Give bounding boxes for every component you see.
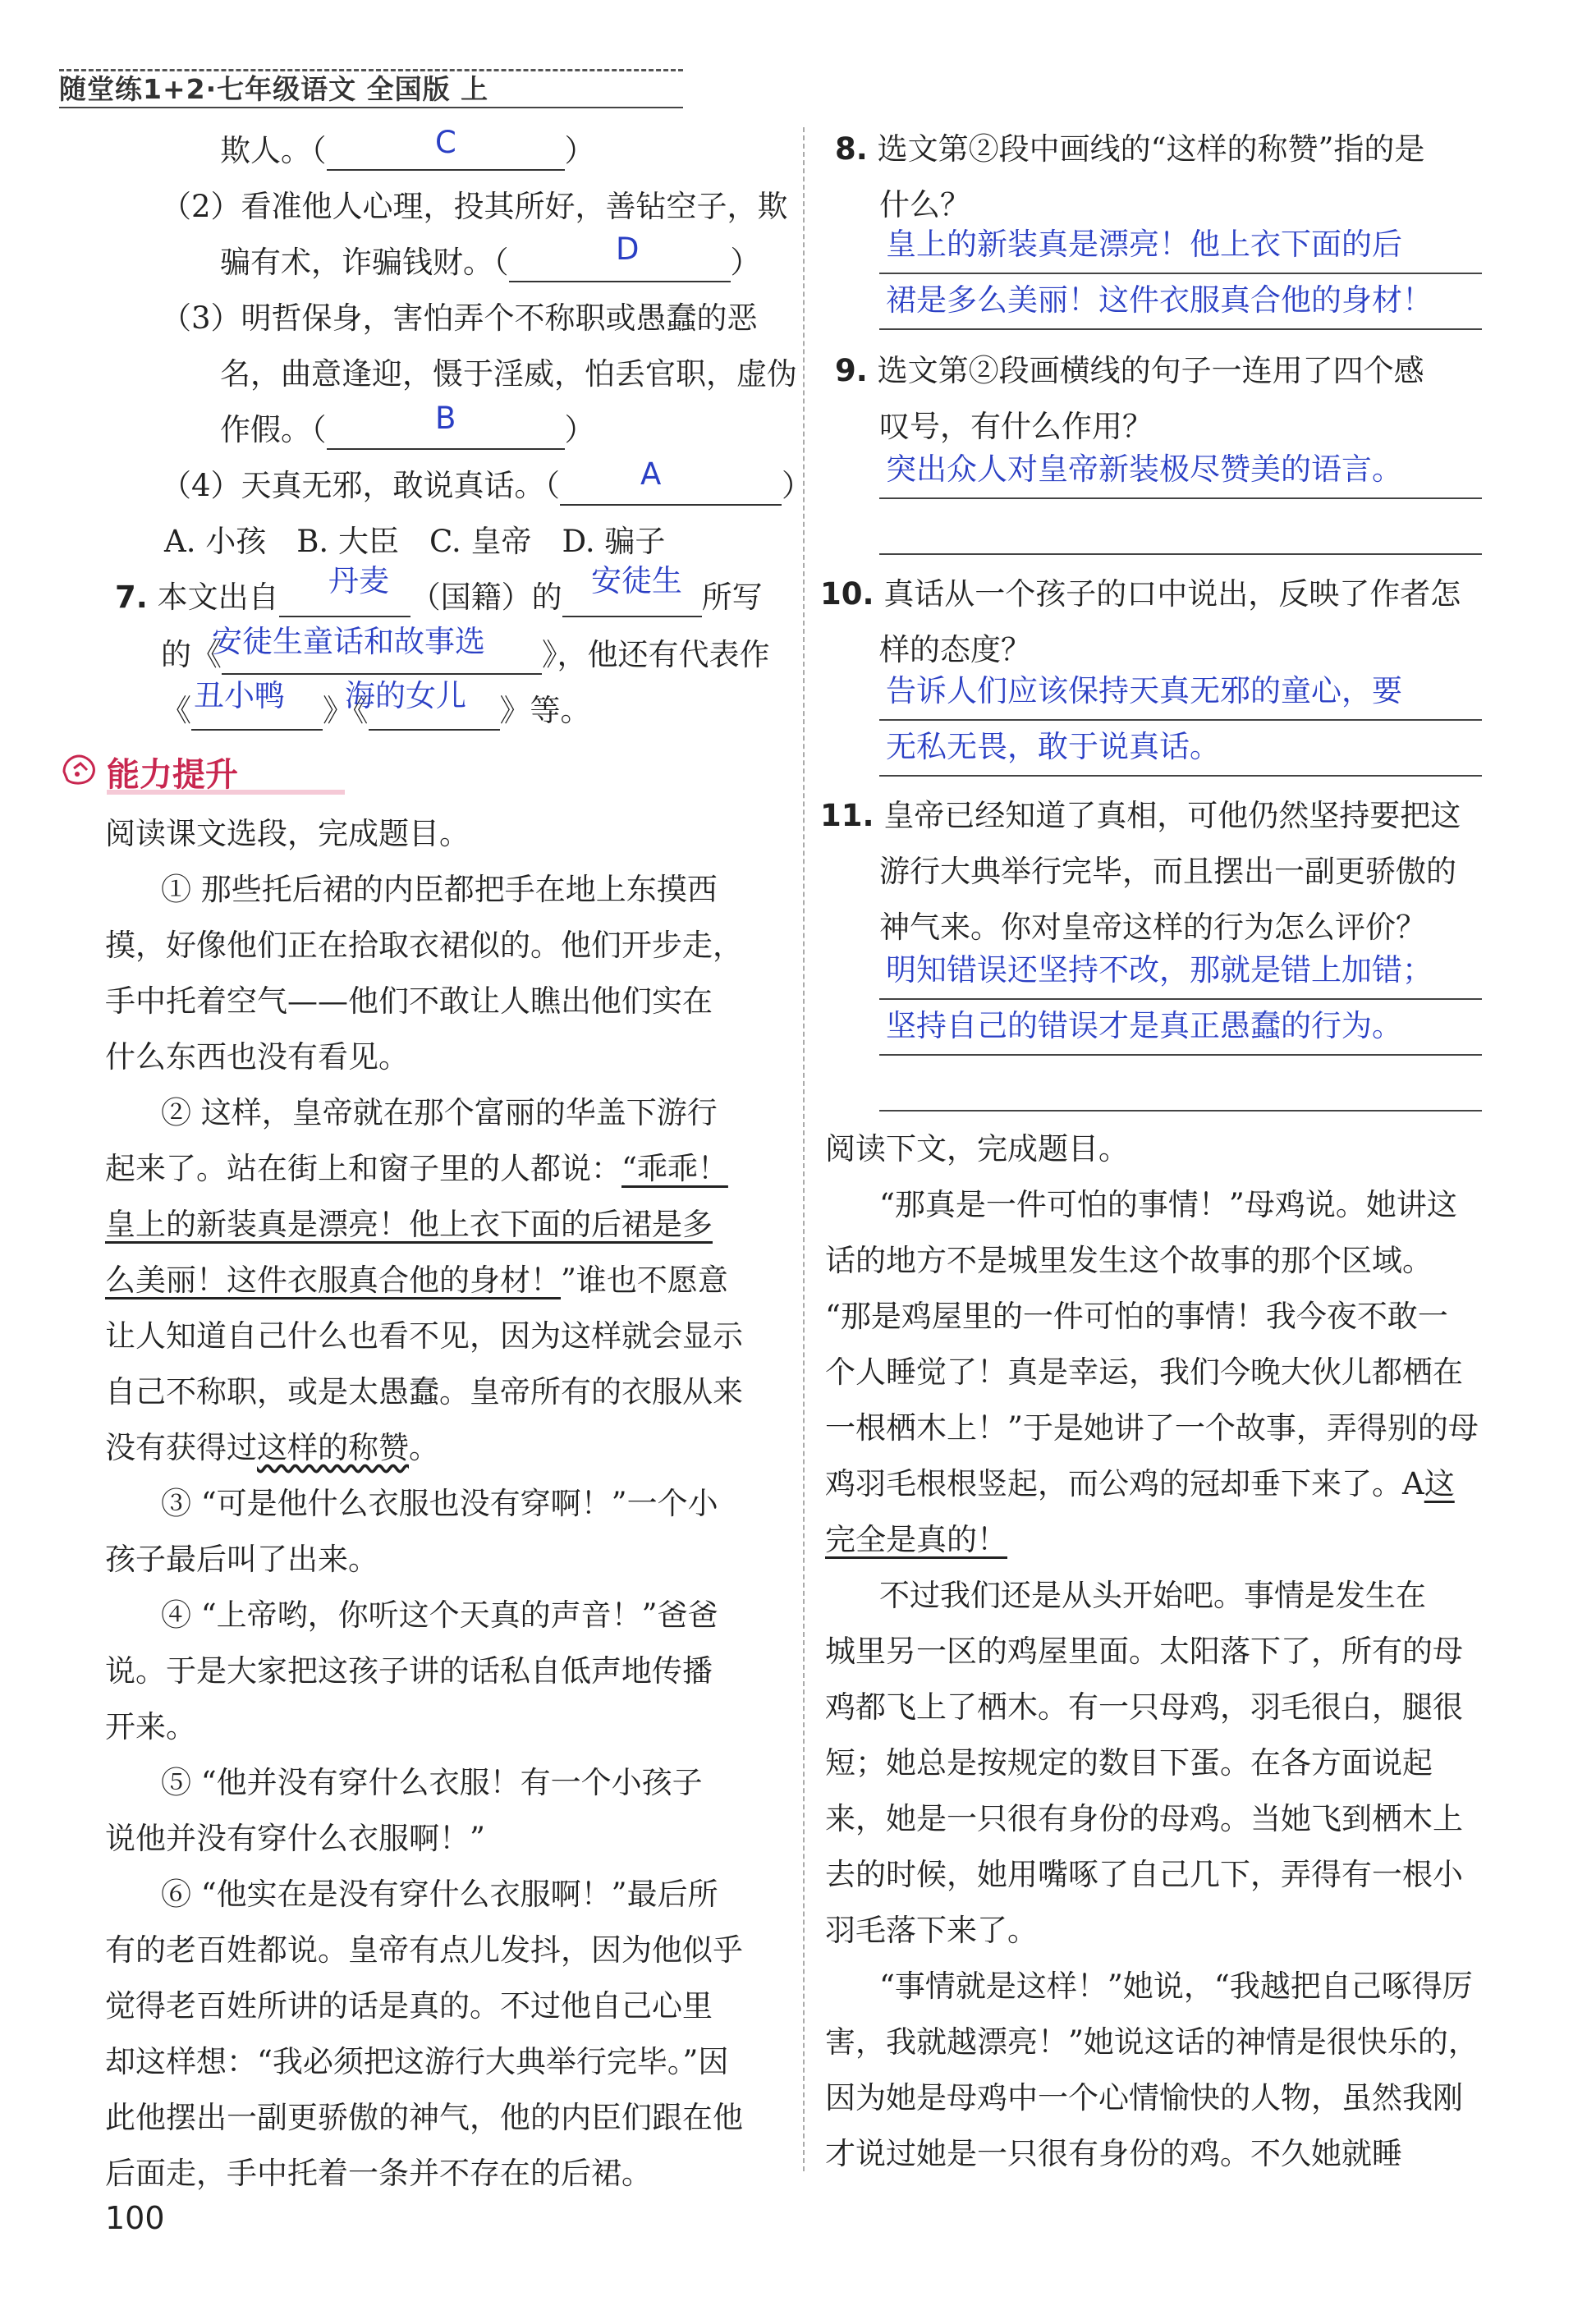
section-icon: [59, 747, 102, 790]
q7-line3: 《 》《 》等。: [161, 691, 591, 731]
q11-line3: 神气来。你对皇帝这样的行为怎么评价？: [879, 910, 1426, 945]
passage-line: 鸡都飞上了栖木。有一只母鸡，羽毛很白，腿很: [825, 1689, 1463, 1725]
q8-line2: 什么？: [879, 187, 970, 222]
passage-line: 鸡羽毛根根竖起，而公鸡的冠却垂下来了。A这: [825, 1466, 1455, 1501]
answer-rule: [879, 1054, 1482, 1056]
q11-answer-line2: 坚持自己的错误才是真正愚蠢的行为。: [886, 1008, 1402, 1043]
q9-answer-line1: 突出众人对皇帝新装极尽赞美的语言。: [886, 451, 1402, 487]
passage-line: 因为她是母鸡中一个心情愉快的人物，虽然我刚: [825, 2080, 1463, 2115]
passage-line: ⑥ “他实在是没有穿什么衣服啊！”最后所: [161, 1877, 718, 1912]
q10-answer-line1: 告诉人们应该保持天真无邪的童心，要: [886, 673, 1402, 708]
passage-line: ④ “上帝哟，你听这个天真的声音！”爸爸: [161, 1597, 718, 1633]
q9-line1: 9. 选文第②段画横线的句子一连用了四个感: [835, 353, 1424, 388]
passage-line: 什么东西也没有看见。: [105, 1039, 409, 1075]
passage-line: 手中托着空气——他们不敢让人瞧出他们实在: [105, 983, 713, 1019]
instruction: 阅读下文，完成题目。: [825, 1131, 1129, 1167]
q7-answer-country: 丹麦: [328, 563, 389, 598]
q6-options: A. 小孩 B. 大臣 C. 皇帝 D. 骗子: [164, 524, 666, 559]
answer-rule: [879, 775, 1482, 777]
passage-line: 皇上的新装真是漂亮！他上衣下面的后裙是多: [105, 1207, 713, 1242]
passage-line: 自己不称职，或是太愚蠢。皇帝所有的衣服从来: [105, 1374, 743, 1409]
passage-line: 摸，好像他们正在拾取衣裙似的。他们开步走，: [105, 928, 743, 963]
passage-line: 有的老百姓都说。皇帝有点儿发抖，因为他似乎: [105, 1932, 743, 1968]
passage-line: 开来。: [105, 1709, 196, 1744]
passage-line: 不过我们还是从头开始吧。事情是发生在: [879, 1578, 1426, 1613]
passage-line: 觉得老百姓所讲的话是真的。不过他自己心里: [105, 1988, 713, 2024]
answer-rule: [879, 719, 1482, 721]
page-number: 100: [105, 2200, 165, 2236]
passage-line: 去的时候，她用嘴啄了自己几下，弄得有一根小: [825, 1857, 1463, 1892]
q11-answer-line1: 明知错误还坚持不改，那就是错上加错；: [886, 952, 1433, 988]
right-column: [800, 0, 1596, 2301]
passage-line: 说他并没有穿什么衣服啊！”: [105, 1821, 485, 1856]
passage-line: ⑤ “他并没有穿什么衣服！有一个小孩子: [161, 1765, 703, 1800]
passage-line: “事情就是这样！”她说，“我越把自己啄得厉: [879, 1969, 1473, 2004]
q8-answer-line1: 皇上的新装真是漂亮！他上衣下面的后: [886, 227, 1402, 262]
passage-line: ③ “可是他什么衣服也没有穿啊！”一个小: [161, 1486, 718, 1521]
q11-line2: 游行大典举行完毕，而且摆出一副更骄傲的: [879, 854, 1456, 889]
q6-4-answer: A: [640, 456, 662, 492]
q7-answer-work2: 海的女儿: [345, 678, 466, 713]
q7-answer-book: 安徒生童话和故事选: [212, 624, 485, 659]
q8-line1: 8. 选文第②段中画线的“这样的称赞”指的是: [835, 131, 1425, 167]
q10-answer-line2: 无私无畏，敢于说真话。: [886, 729, 1220, 764]
passage-line: 起来了。站在街上和窗子里的人都说：“乖乖！: [105, 1151, 728, 1186]
passage-line: ② 这样，皇帝就在那个富丽的华盖下游行: [161, 1095, 718, 1130]
q6-1-line: 欺人。（ ）: [220, 131, 595, 171]
passage-line: 后面走，手中托着一条并不存在的后裙。: [105, 2156, 652, 2191]
passage-line: 一根栖木上！”于是她讲了一个故事，弄得别的母: [825, 1410, 1479, 1446]
q7-line1: 7. 本文出自 （国籍）的 所写: [115, 578, 763, 617]
instruction: 阅读课文选段，完成题目。: [105, 816, 470, 851]
answer-rule: [879, 998, 1482, 1000]
q9-line2: 叹号，有什么作用？: [879, 409, 1153, 444]
passage-line: 完全是真的！: [825, 1522, 1007, 1557]
q11-line1: 11. 皇帝已经知道了真相，可他仍然坚持要把这: [820, 798, 1461, 833]
q6-2-line2: 骗有术，诈骗钱财。（ ）: [220, 243, 761, 282]
q7-line2: 的《 》，他还有代表作: [161, 635, 770, 675]
answer-rule: [879, 328, 1482, 330]
q6-2-answer: D: [616, 231, 640, 267]
q6-3-line2: 名，曲意逢迎，慑于淫威，怕丢官职，虚伪: [220, 356, 797, 392]
passage-line: 孩子最后叫了出来。: [105, 1542, 378, 1577]
q10-line1: 10. 真话从一个孩子的口中说出，反映了作者怎: [820, 576, 1461, 612]
q10-line2: 样的态度？: [879, 632, 1031, 667]
passage-line: 说。于是大家把这孩子讲的话私自低声地传播: [105, 1653, 713, 1689]
q7-answer-author: 安徒生: [591, 563, 682, 598]
passage-line: 让人知道自己什么也看不见，因为这样就会显示: [105, 1318, 743, 1354]
passage-line: “那真是一件可怕的事情！”母鸡说。她讲这: [879, 1187, 1457, 1222]
answer-rule: [879, 497, 1482, 499]
answer-blank: [560, 473, 782, 506]
passage-line: 却这样想：“我必须把这游行大典举行完毕。”因: [105, 2044, 729, 2079]
q6-3-answer: B: [435, 401, 456, 436]
passage-line: 么美丽！这件衣服真合他的身材！”谁也不愿意: [105, 1263, 728, 1298]
passage-line: 才说过她是一只很有身份的鸡。不久她就睡: [825, 2136, 1402, 2171]
answer-rule: [879, 553, 1482, 555]
passage-line: 个人睡觉了！真是幸运，我们今晚大伙儿都栖在: [825, 1354, 1463, 1390]
section-title: 能力提升: [107, 756, 238, 794]
q6-1-answer: C: [435, 125, 456, 160]
passage-line: 害，我就越漂亮！”她说这话的神情是很快乐的，: [825, 2024, 1479, 2060]
q6-3-line1: （3）明哲保身，害怕弄个不称职或愚蠢的恶: [161, 300, 758, 336]
passage-line: 短；她总是按规定的数目下蛋。在各方面说起: [825, 1745, 1433, 1781]
passage-line: 羽毛落下来了。: [825, 1913, 1038, 1948]
q6-2-line1: （2）看准他人心理，投其所好，善钻空子，欺: [161, 189, 788, 224]
answer-rule: [879, 273, 1482, 274]
q7-answer-work1: 丑小鸭: [194, 678, 285, 713]
q6-3-line3: 作假。（ ）: [220, 410, 595, 450]
answer-rule: [879, 1110, 1482, 1112]
passage-line: 此他摆出一副更骄傲的神气，他的内臣们跟在他: [105, 2100, 743, 2135]
passage-line: “那是鸡屋里的一件可怕的事情！我今夜不敢一: [825, 1299, 1448, 1334]
passage-line: 没有获得过这样的称赞。: [105, 1430, 439, 1465]
passage-line: 话的地方不是城里发生这个故事的那个区域。: [825, 1243, 1433, 1278]
passage-line: 来，她是一只很有身份的母鸡。当她飞到栖木上: [825, 1801, 1463, 1836]
q8-answer-line2: 裙是多么美丽！这件衣服真合他的身材！: [886, 282, 1433, 318]
q6-4-line: （4）天真无邪，敢说真话。（ ）: [161, 466, 812, 506]
header-title: 随堂练1+2·七年级语文 全国版 上: [59, 73, 489, 105]
passage-line: 城里另一区的鸡屋里面。太阳落下了，所有的母: [825, 1634, 1463, 1669]
passage-line: ① 那些托后裙的内臣都把手在地上东摸西: [161, 872, 718, 907]
